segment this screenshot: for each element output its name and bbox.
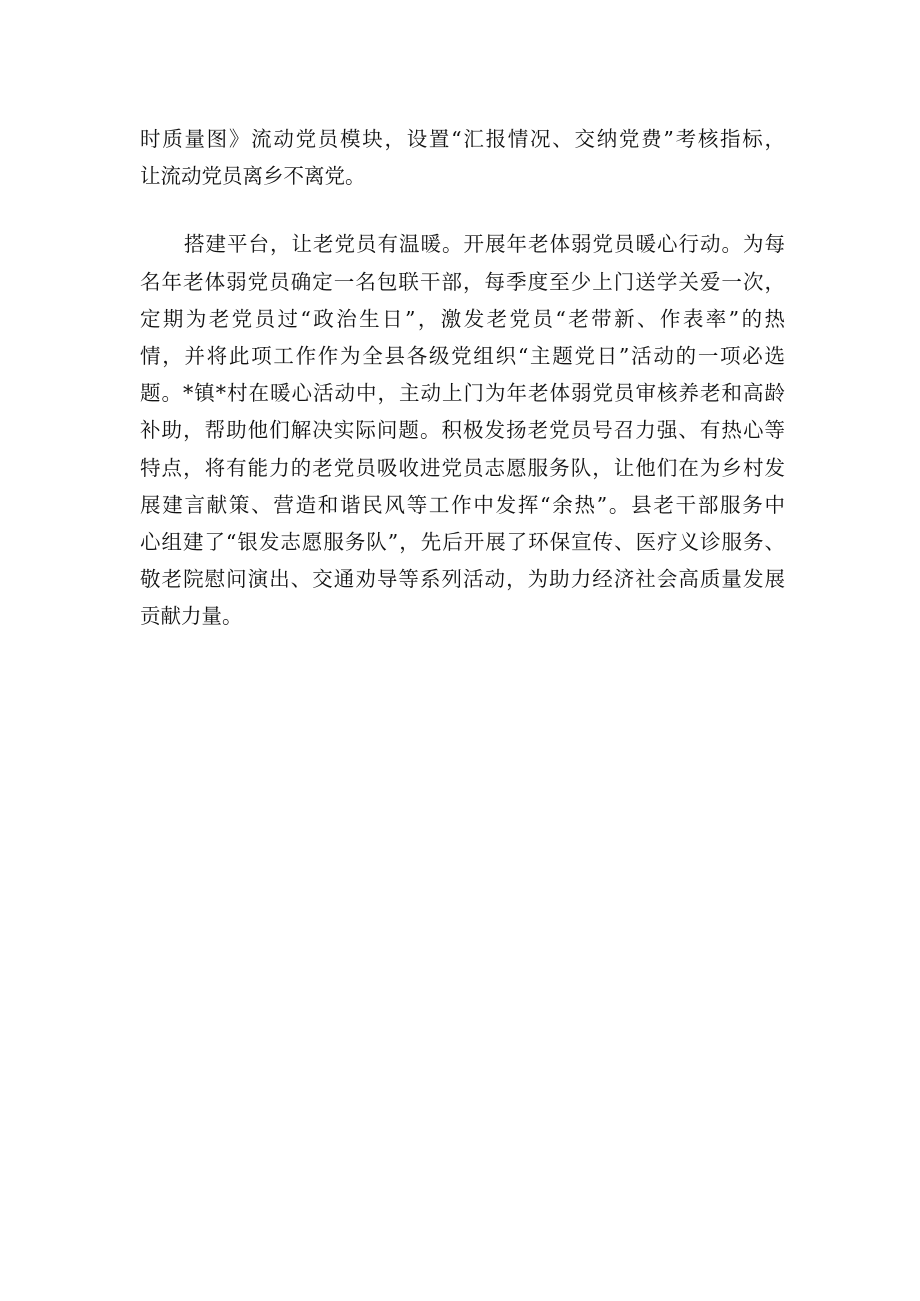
paragraph-2-line-10: 敬老院慰问演出、交通劝导等系列活动，为助力经济社会高质量发展 (140, 567, 785, 592)
paragraph-2-line-11: 贡献力量。 (140, 604, 243, 629)
paragraph-2-line-1: 搭建平台，让老党员有温暖。开展年老体弱党员暖心行动。为每 (184, 232, 785, 257)
paragraph-2-line-3: 定期为老党员过“政治生日”，激发老党员“老带新、作表率”的热 (140, 306, 785, 331)
paragraph-2-line-9: 心组建了“银发志愿服务队”，先后开展了环保宣传、医疗义诊服务、 (140, 529, 785, 554)
paragraph-2 (140, 226, 785, 635)
paragraph-2-line-5: 题。*镇*村在暖心活动中，主动上门为年老体弱党员审核养老和高龄 (140, 381, 785, 406)
paragraph-spacer (140, 195, 785, 226)
paragraph-2-line-6: 补助，帮助他们解决实际问题。积极发扬老党员号召力强、有热心等 (140, 418, 785, 443)
paragraph-2-line-8: 展建言献策、营造和谐民风等工作中发挥“余热”。县老干部服务中 (140, 492, 785, 517)
paragraph-1 (140, 121, 785, 195)
paragraph-2-line-7: 特点，将有能力的老党员吸收进党员志愿服务队，让他们在为乡村发 (140, 455, 785, 480)
document-body (140, 121, 785, 635)
paragraph-2-line-2: 名年老体弱党员确定一名包联干部，每季度至少上门送学关爱一次， (140, 269, 785, 294)
paragraph-1-line-1: 时质量图》流动党员模块，设置“汇报情况、交纳党费”考核指标， (140, 127, 785, 151)
paragraph-2-line-4: 情，并将此项工作作为全县各级党组织“主题党日”活动的一项必选 (140, 343, 785, 368)
paragraph-1-line-2: 让流动党员离乡不离党。 (140, 164, 366, 189)
